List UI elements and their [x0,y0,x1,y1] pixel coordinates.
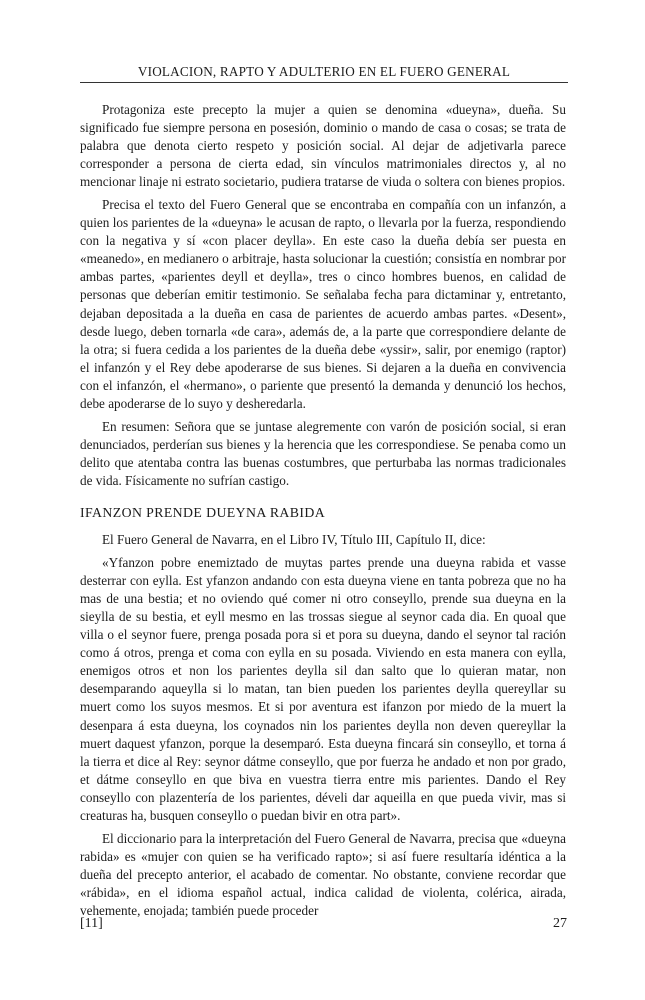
body-paragraph: Precisa el texto del Fuero General que se encontraba en compañía con un infanzón, a quien los parientes de la «dueyna» le acusan de rapto, o llevarla por la fuerza, respondiendo con la negativa y sí «con placer deylla». En este caso la dueña debía ser puesta en «meanedo», en medianero o arbitraje, hasta solucionar la cuestión; consistía en nombrar por ambas partes, «parientes deyll et deylla», tres o cinco hombres buenos, en calidad de personas que deberían emitir testimonio. Se señalaba fecha para dictaminar y, entretanto, dejaban depositada a la dueña en casa de parientes de acuerdo ambas partes. «Desent», desde luego, deben tornarla «de cara», además de, a la parte que correspondiere delante de la otra; si fuera cedida a los parientes de la dueña debe «yssir», salir, por enemigo (raptor) el infanzón y el Rey debe apoderarse de sus bienes. Si dejaren a la dueña en convivencia con el infanzón, el «hermano», o pariente que presentó la demanda y denunció los hechos, debe apoderarse de lo suyo y desheredarla. [80,197,566,411]
page-number: 27 [553,916,567,931]
body-paragraph: El diccionario para la interpretación del Fuero General de Navarra, precisa que «dueyna rabida» es «mujer con quien se ha verificado rapto»; si así fuere resultaría idéntica a la dueña del precepto anterior, el acabado de comentar. No obstante, conviene recordar que «rábida», en el idioma español actual, indica calidad de violenta, colérica, airada, vehemente, enojada; también puede proceder [80,830,566,918]
page-body [80,101,566,925]
body-paragraph: El Fuero General de Navarra, en el Libro IV, Título III, Capítulo II, dice: [102,532,486,548]
body-paragraph: Protagoniza este precepto la mujer a quien se denomina «dueyna», dueña. Su significado fue siempre persona en posesión, dominio o mando de casa o cosas; se trata de palabra que denota cierto respeto y posición social. Al dejar de adjetivarla parece corresponder a persona de cierta edad, sin vínculos matrimoniales directos y, al no mencionar linaje ni estrato societario, pudiera tratarse de viuda o soltera con bienes propios. [80,102,566,190]
section-heading: IFANZON PRENDE DUEYNA RABIDA [80,504,326,520]
running-head: VIOLACION, RAPTO Y ADULTERIO EN EL FUERO GENERAL [80,64,568,83]
folio-marker: [11] [80,916,103,931]
body-paragraph: En resumen: Señora que se juntase alegremente con varón de posición social, si eran denunciados, perderían sus bienes y la herencia que les correspondiese. Se penaba como un delito que atentaba contra las buenas costumbres, que perturbaba las normas tradicionales de vida. Físicamente no sufrían castigo. [80,418,566,488]
quoted-paragraph: «Yfanzon pobre enemiztado de muytas partes prende una dueyna rabida et vasse desterrar con eylla. Est yfanzon andando con esta dueyna viene en tanta pobreza que no ha mas de una bestia; et no oviendo qué comer ni otro conseyllo, prende sua dueyna en la sieylla de su bestia, et eyll mesmo en las trossas siegue al seynor cada dia. En quoal que villa o el seynor fuere, prenga posada pora si et pora su dueyna, dando el seynor tal ración como á otros, prenga et coma con eylla en su posada. Viviendo en esta manera con eylla, enemigos otros et non los parientes deylla sil dan salto que lo quieran matar, non desemparando aqueylla si lo matan, tan bien pueden los parientes deylla quereyllar su muert como los suyos mesmos. Et si por aventura est ifanzon por miedo de la muert la desenpara á esta dueyna, los coynados nin los parientes deylla non deven quereyllar la muert daquest yfanzon, porque la desemparó. Esta dueyna fincará sin conseyllo, et torna á la tierra et dice al Rey: seynor dátme conseyllo, que por fuerza he andado et non por grado, et dátme conseyllo en que biva en vuestra tierra entre mis parientes. Dando el Rey conseyllo con plazentería de los parientes, déveli dar aqueilla en que pueda vivir, mas si creaturas ha, busquen conseyllo o puedan bivir en otra part». [80,555,566,823]
